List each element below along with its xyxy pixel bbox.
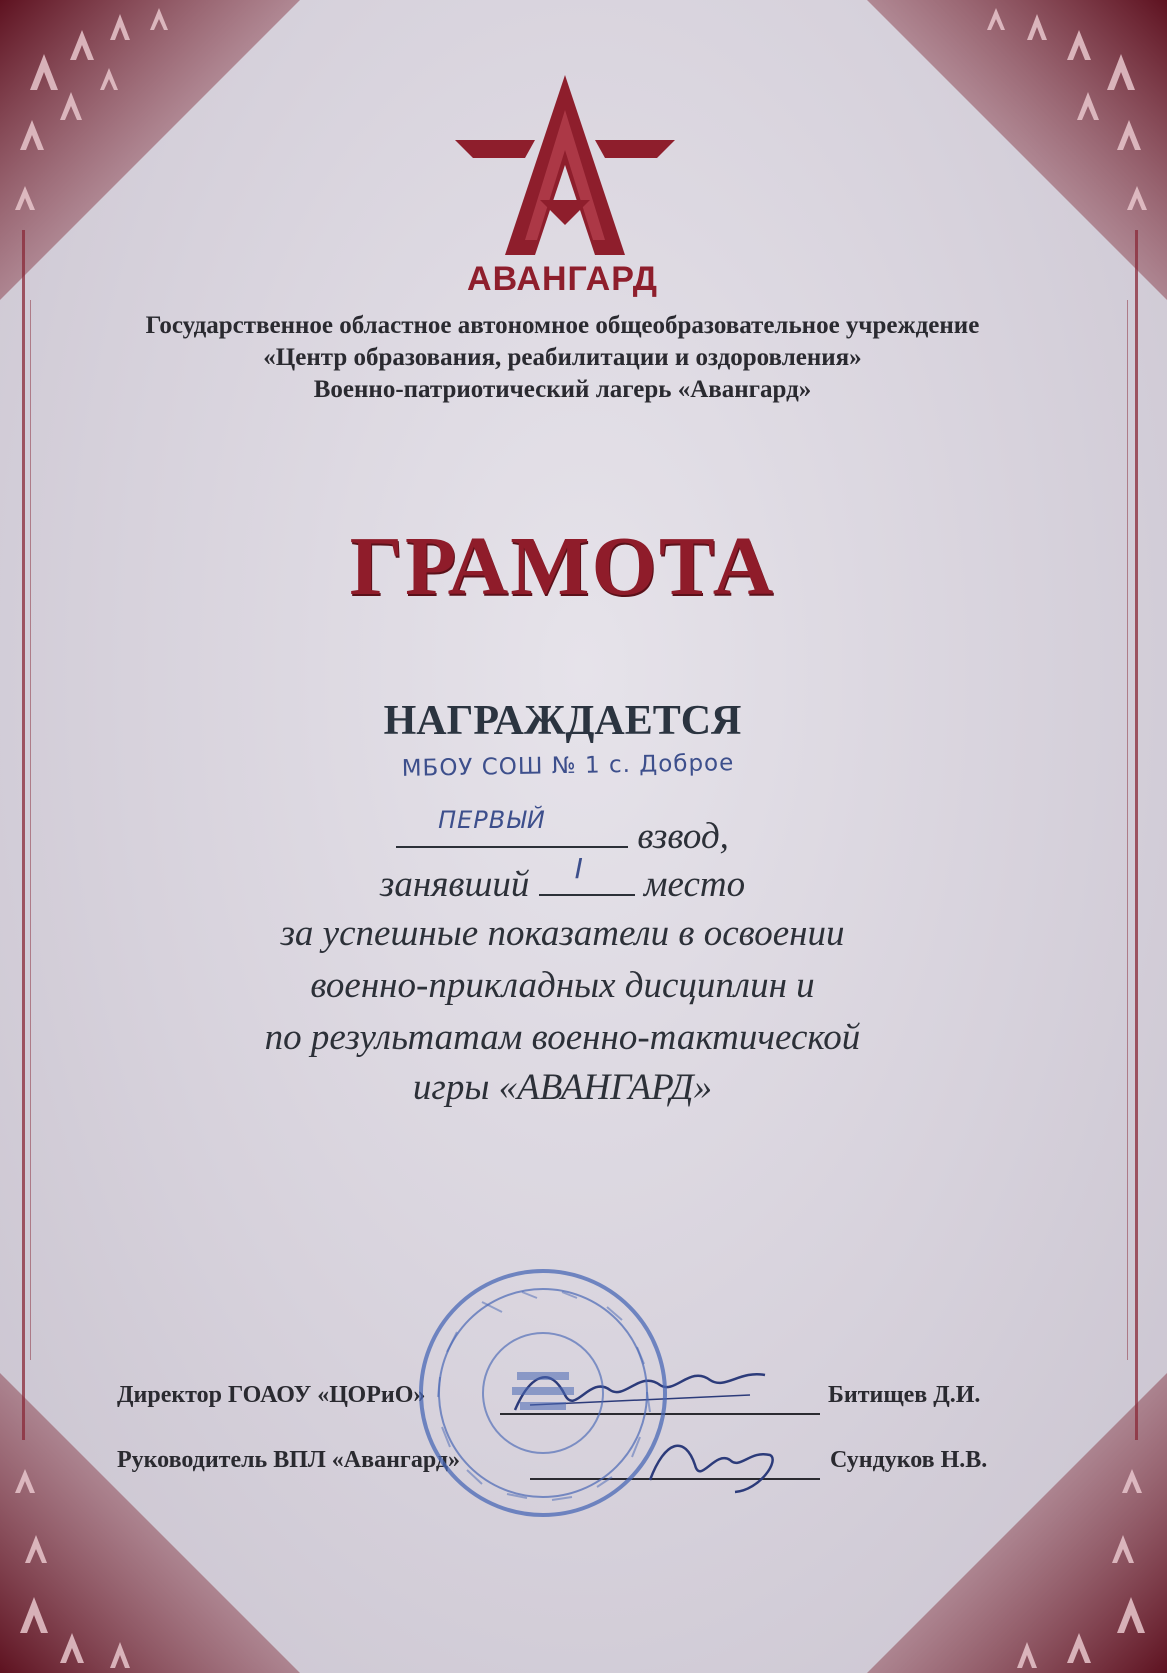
- reason-line-3: по результатам военно-тактической: [264, 1017, 861, 1058]
- reason-line-4: игры «АВАНГАРД»: [412, 1067, 713, 1108]
- place-blank: [539, 852, 635, 896]
- organization-line-2: «Центр образования, реабилитации и оздоровления»: [263, 344, 862, 371]
- certificate-title: ГРАМОТА: [349, 520, 776, 613]
- director-title: Директор ГОАОУ «ЦОРиО»: [117, 1382, 426, 1408]
- director-name: Битищев Д.И.: [828, 1382, 981, 1408]
- organization-line-3: Военно-патриотический лагерь «Авангард»: [313, 376, 812, 403]
- reason-line-2: военно-прикладных дисциплин и: [310, 965, 815, 1006]
- leader-name: Сундуков Н.В.: [830, 1447, 988, 1473]
- frame-line-right: [1135, 230, 1138, 1440]
- frame-line-right-inner: [1127, 300, 1128, 1360]
- platoon-handwritten: ПЕРВЫЙ: [438, 806, 546, 834]
- leader-title: Руководитель ВПЛ «Авангард»: [117, 1447, 460, 1473]
- platoon-line: [0, 806, 1125, 858]
- avangard-star-emblem-icon: [455, 70, 675, 270]
- corner-ornament-bottom-right: [867, 1373, 1167, 1673]
- recipient-handwritten: МБОУ СОШ № 1 с. Доброе: [401, 750, 735, 782]
- place-line: [0, 852, 1125, 906]
- platoon-label: взвод,: [637, 816, 729, 857]
- place-handwritten: I: [574, 852, 584, 885]
- corner-ornament-top-right: [867, 0, 1167, 300]
- official-stamp-seal: [412, 1262, 674, 1524]
- place-prefix: занявший: [379, 864, 530, 905]
- awarded-heading: НАГРАЖДАЕТСЯ: [383, 698, 742, 744]
- corner-ornament-bottom-left: [0, 1373, 300, 1673]
- platoon-blank: [396, 806, 628, 848]
- logo-text: АВАНГАРД: [467, 260, 658, 298]
- reason-line-1: за успешные показатели в освоении: [280, 913, 845, 954]
- place-suffix: место: [643, 864, 746, 905]
- corner-ornament-top-left: [0, 0, 300, 300]
- organization-line-1: Государственное областное автономное общеобразовательное учреждение: [145, 312, 980, 339]
